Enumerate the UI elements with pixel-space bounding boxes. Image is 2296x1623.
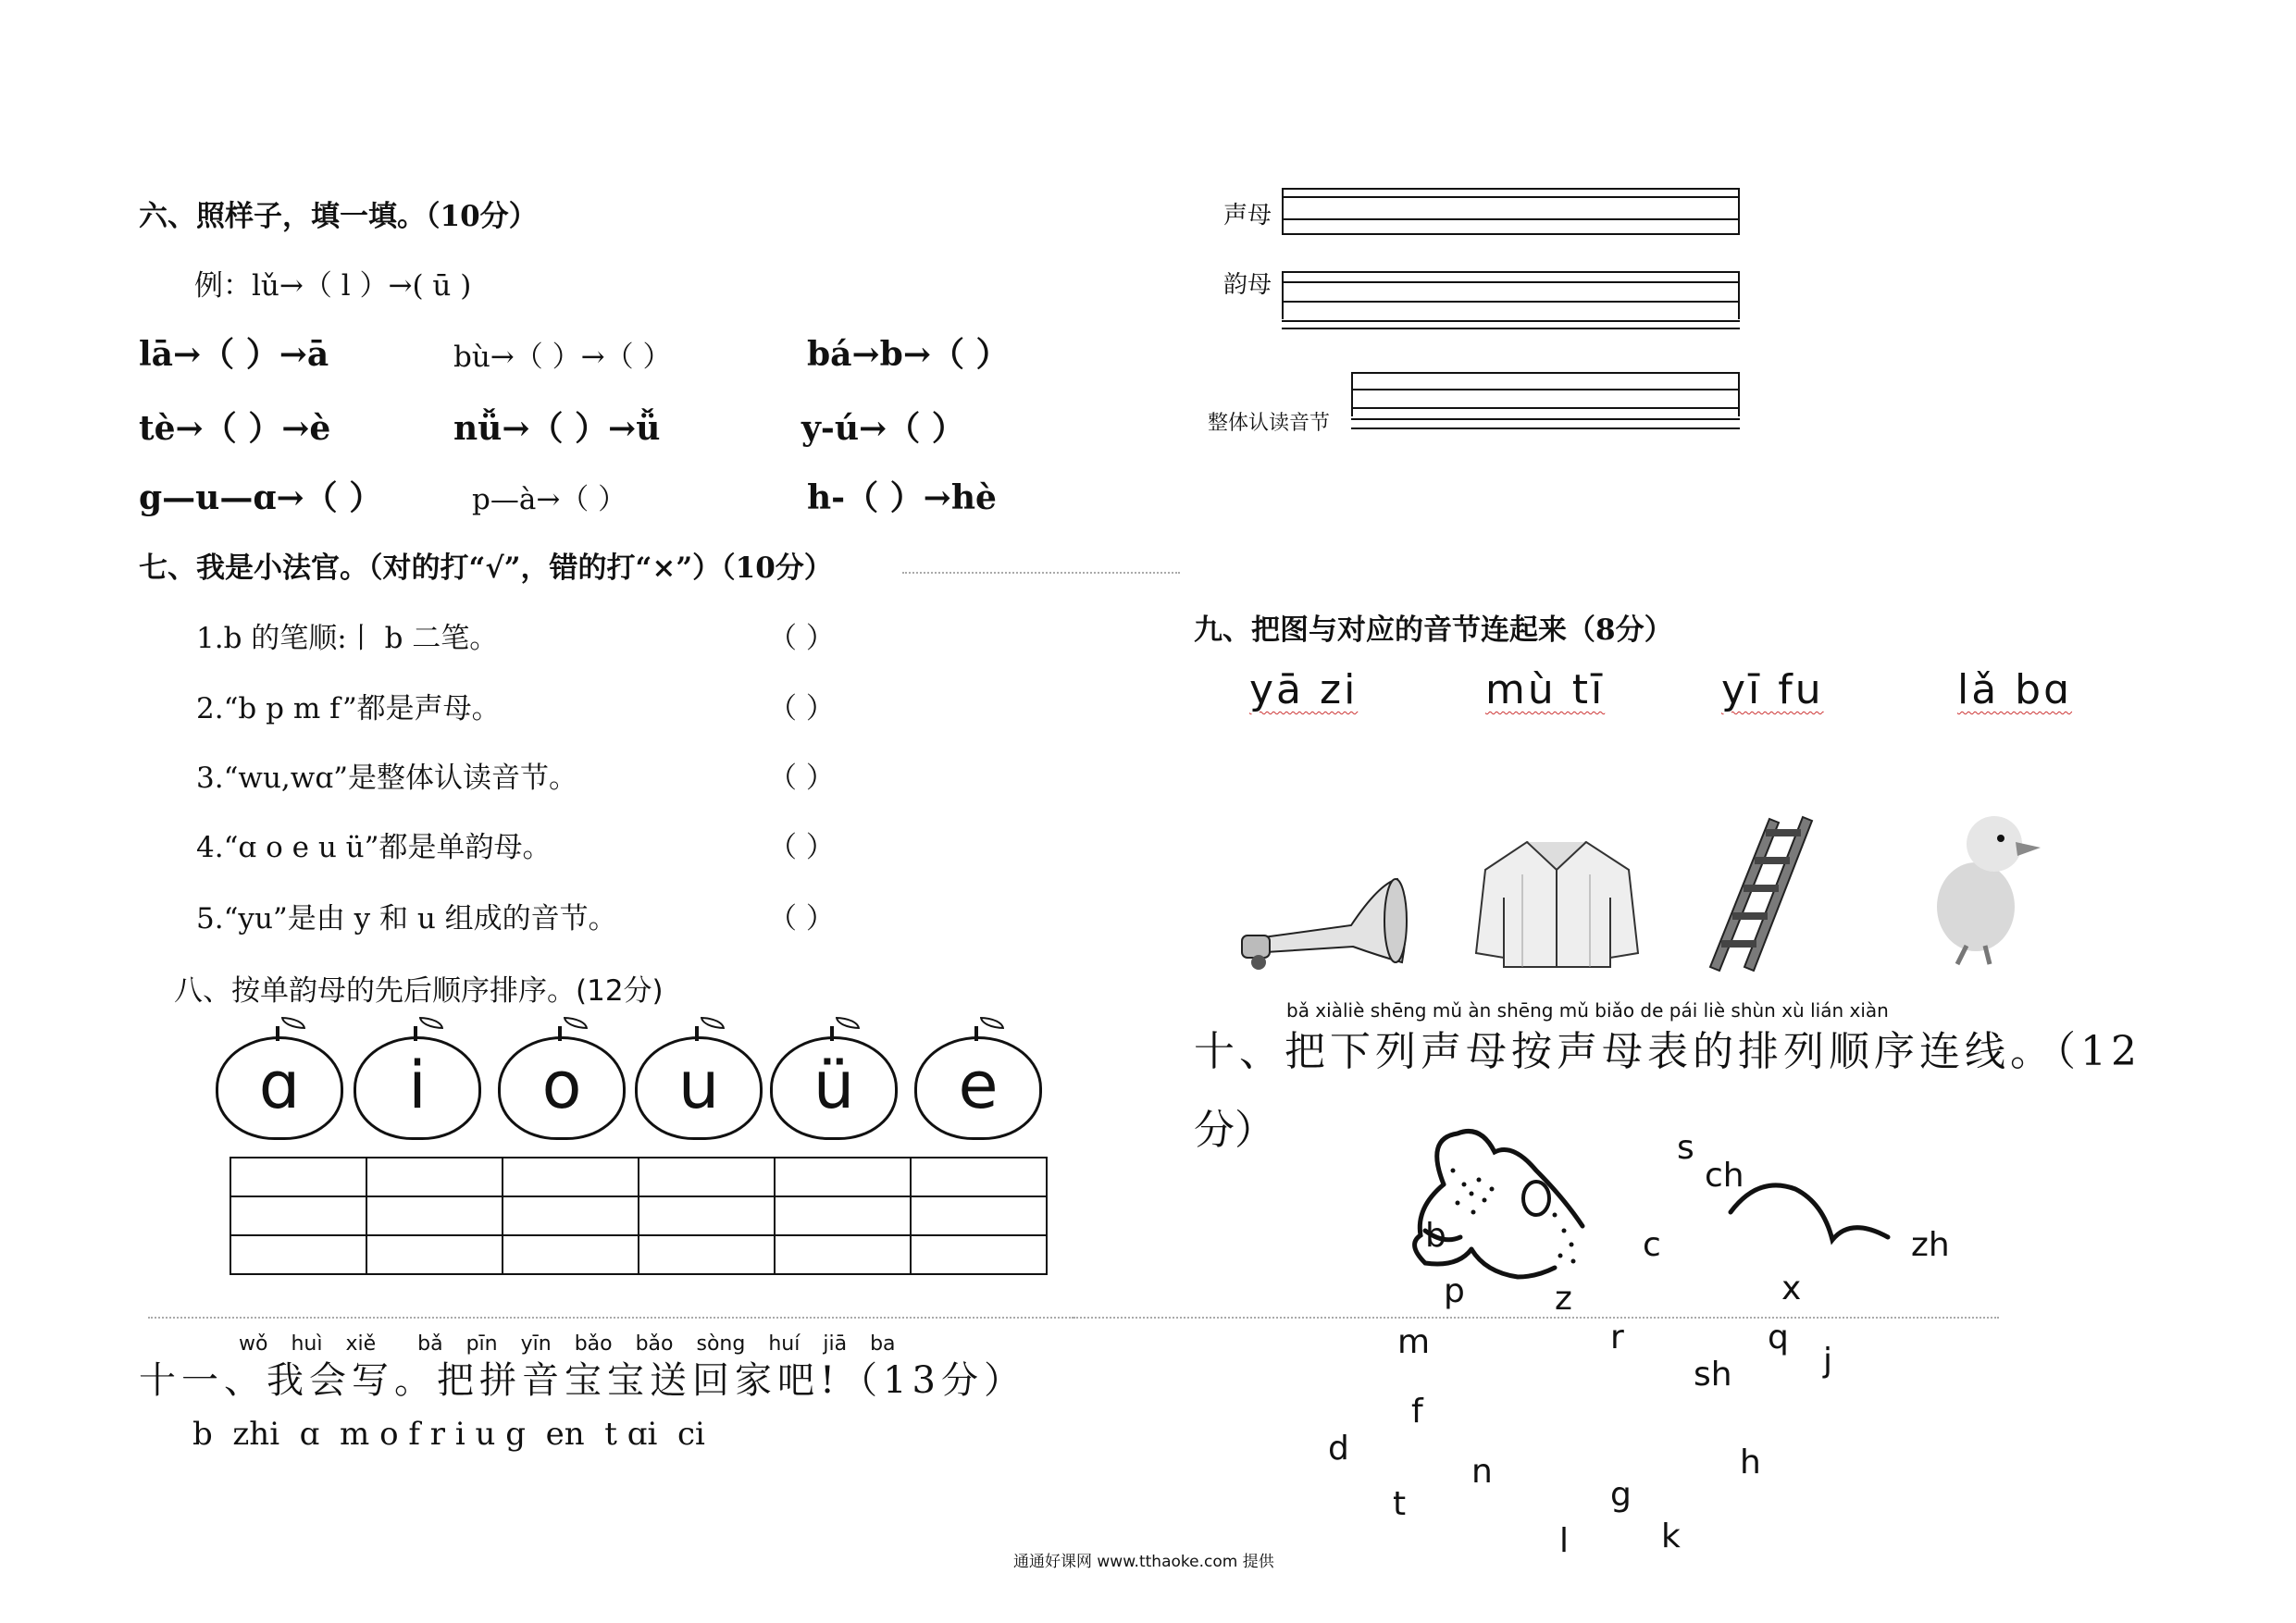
q7-answer-3[interactable]: （ ）	[768, 762, 835, 795]
grid-cell[interactable]	[911, 1235, 1047, 1274]
q7-title: 七、我是小法官。（对的打“√”，错的打“×”）（10分）	[139, 551, 833, 585]
q7-title-dotted-fill	[902, 572, 1180, 574]
dot-letter-b[interactable]: b	[1425, 1217, 1446, 1255]
duckling-image[interactable]	[1925, 805, 2045, 967]
q6-row1-item2: bù→（ ）→（ ）	[453, 341, 672, 374]
grid-cell[interactable]	[230, 1158, 366, 1196]
grid-cell[interactable]	[911, 1158, 1047, 1196]
dot-letter-d[interactable]: d	[1328, 1430, 1349, 1468]
q6-row2-item3: y-ú→（ ）	[801, 409, 965, 448]
q11-title: 十一、我会写。把拼音宝宝送回家吧!（13分）	[139, 1359, 1026, 1402]
q7-answer-4[interactable]: （ ）	[768, 831, 835, 864]
q10-title-line2: 分）	[1194, 1107, 1275, 1154]
shengmu-label: 声母	[1223, 202, 1272, 229]
pinyin: jiā	[823, 1332, 848, 1356]
pinyin: huí	[768, 1332, 800, 1356]
grid-cell[interactable]	[230, 1196, 366, 1235]
pinyin: yīn	[520, 1332, 552, 1356]
syllable-laba[interactable]: lǎ bɑ	[1957, 666, 2073, 713]
apple-letter: u	[677, 1047, 720, 1123]
apple-letter: o	[541, 1047, 582, 1123]
q8-title: 八、按单韵母的先后顺序排序。(12分)	[174, 974, 664, 1008]
q9-title: 九、把图与对应的音节连起来（8分）	[1194, 613, 1673, 647]
q7-item-3: 3.“wu,wɑ”是整体认读音节。	[196, 762, 578, 795]
apple-letter: ɑ	[258, 1047, 301, 1123]
pinyin: pīn	[465, 1332, 498, 1356]
section-divider-left	[148, 1317, 1074, 1319]
dot-letter-f[interactable]: f	[1411, 1393, 1423, 1431]
pinyin: wǒ	[239, 1332, 268, 1356]
dot-letter-x[interactable]: x	[1781, 1270, 1802, 1307]
q6-row3-item2: p—à→（ ）	[472, 483, 627, 516]
q6-row1-item3: bá→b→（ ）	[807, 335, 1010, 374]
trumpet-image[interactable]	[1240, 874, 1411, 976]
dot-letter-c[interactable]: c	[1643, 1226, 1661, 1264]
yunmu-label: 韵母	[1223, 271, 1272, 299]
dot-letter-g[interactable]: g	[1610, 1476, 1632, 1514]
footer-source: 通通好课网 www.tthaoke.com 提供	[1013, 1553, 1274, 1571]
grid-cell[interactable]	[911, 1196, 1047, 1235]
q6-example: 例：lǔ→（ l ）→( ū )	[194, 269, 472, 303]
dot-letter-m[interactable]: m	[1397, 1323, 1431, 1361]
q8-answer-grid	[230, 1157, 1048, 1275]
dot-letter-t[interactable]: t	[1393, 1485, 1407, 1523]
grid-cell[interactable]	[503, 1196, 639, 1235]
q11-letters: b zhi ɑ m o f r i u g en t ɑi ci	[192, 1416, 705, 1453]
dot-letter-sh[interactable]: sh	[1694, 1356, 1732, 1394]
ladder-image[interactable]	[1703, 810, 1823, 972]
apple-v	[770, 1036, 898, 1140]
q6-title: 六、照样子，填一填。（10分）	[139, 200, 538, 233]
pinyin: bǎ	[417, 1332, 443, 1356]
jacket-image[interactable]	[1471, 833, 1643, 972]
syllable-muti[interactable]: mù tī	[1485, 666, 1606, 713]
apple-letter: ü	[813, 1047, 855, 1123]
pinyin: bǎo	[574, 1332, 613, 1356]
grid-cell[interactable]	[503, 1158, 639, 1196]
dot-letter-ch[interactable]: ch	[1705, 1157, 1744, 1195]
apple-i	[354, 1036, 481, 1140]
dot-letter-l[interactable]: l	[1559, 1522, 1570, 1560]
grid-cell[interactable]	[775, 1196, 911, 1235]
pinyin: huì	[291, 1332, 323, 1356]
dot-letter-r[interactable]: r	[1610, 1319, 1624, 1357]
grid-cell[interactable]	[503, 1235, 639, 1274]
zhengti-label: 整体认读音节	[1208, 412, 1331, 435]
syllable-yifu[interactable]: yī fu	[1721, 666, 1824, 713]
apple-a	[216, 1036, 343, 1140]
dot-letter-p[interactable]: p	[1444, 1272, 1465, 1310]
dot-letter-zh[interactable]: zh	[1911, 1226, 1950, 1264]
apple-letter: e	[958, 1047, 999, 1123]
grid-cell[interactable]	[775, 1158, 911, 1196]
q10-pinyin-line: bǎ xiàliè shēng mǔ àn shēng mǔ biǎo de pái liè shùn xù lián xiàn	[1286, 999, 1889, 1022]
q7-item-2: 2.“b p m f”都是声母。	[196, 692, 501, 725]
grid-cell[interactable]	[366, 1158, 503, 1196]
dot-letter-n[interactable]: n	[1471, 1453, 1493, 1491]
grid-cell[interactable]	[230, 1235, 366, 1274]
apple-o	[498, 1036, 626, 1140]
q7-answer-2[interactable]: （ ）	[768, 692, 835, 725]
q7-answer-5[interactable]: （ ）	[768, 902, 835, 935]
grid-cell[interactable]	[775, 1235, 911, 1274]
grid-cell[interactable]	[639, 1158, 775, 1196]
apple-u	[635, 1036, 763, 1140]
q6-row3-item1: g—u—ɑ→（ ）	[139, 478, 383, 517]
q6-row2-item1: tè→（ ）→è	[139, 409, 331, 448]
pinyin: sòng	[696, 1332, 746, 1356]
apple-letter: i	[408, 1047, 427, 1123]
apple-e	[914, 1036, 1042, 1140]
dot-letter-s[interactable]: s	[1677, 1129, 1694, 1167]
dot-letter-z[interactable]: z	[1555, 1280, 1572, 1318]
dot-letter-k[interactable]: k	[1661, 1518, 1681, 1555]
grid-cell[interactable]	[366, 1196, 503, 1235]
dot-letter-q[interactable]: q	[1768, 1319, 1789, 1357]
q7-item-1: 1.b 的笔顺:丨 b 二笔。	[196, 622, 499, 655]
q6-row2-item2: nǚ→（ ）→ǚ	[453, 409, 661, 448]
dot-to-dot-picture	[1259, 1115, 2027, 1592]
pinyin: bǎo	[635, 1332, 674, 1356]
syllable-yazi[interactable]: yā zi	[1249, 666, 1359, 713]
dot-letter-j[interactable]: j	[1823, 1342, 1833, 1380]
q7-item-4: 4.“ɑ o e u ü”都是单韵母。	[196, 831, 552, 864]
q7-answer-1[interactable]: （ ）	[768, 622, 835, 655]
q6-row1-item1: lā→（ ）→ā	[139, 335, 329, 374]
q7-item-5: 5.“yu”是由 y 和 u 组成的音节。	[196, 902, 617, 935]
grid-cell[interactable]	[639, 1235, 775, 1274]
grid-cell[interactable]	[366, 1235, 503, 1274]
grid-cell[interactable]	[639, 1196, 775, 1235]
q10-title-line1: 十、把下列声母按声母表的排列顺序连线。（12	[1194, 1028, 2141, 1075]
pinyin: ba	[870, 1332, 896, 1356]
pinyin: xiě	[345, 1332, 377, 1356]
q6-row3-item3: h-（ ）→hè	[807, 478, 997, 517]
dot-letter-h[interactable]: h	[1740, 1443, 1761, 1481]
